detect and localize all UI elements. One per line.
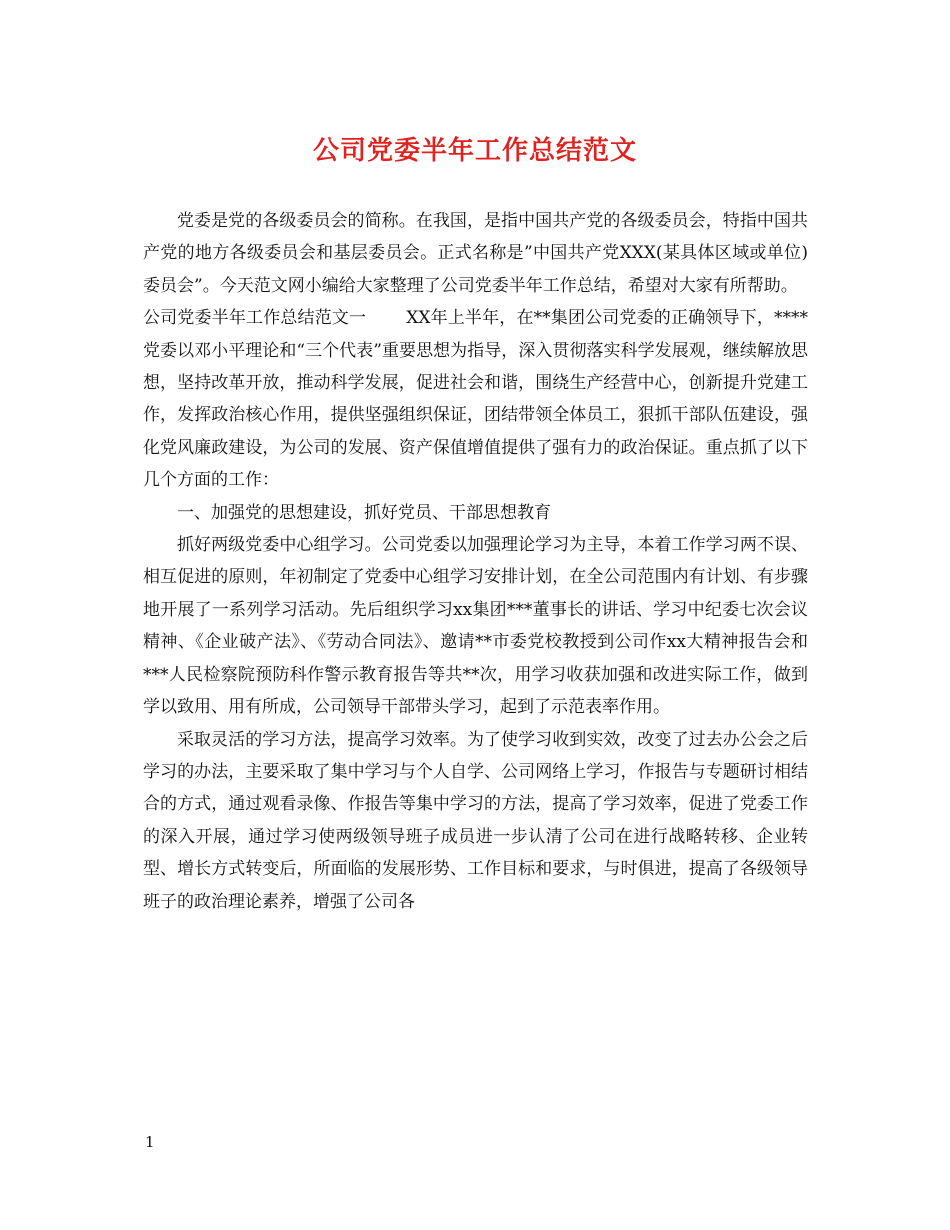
document-title: 公司党委半年工作总结范文: [312, 136, 637, 166]
document-body: [143, 205, 808, 918]
body-paragraph-1: 抓好两级党委中心组学习。公司党委以加强理论学习为主导，本着工作学习两不误、相互促进的原则，年初制定了党委中心组学习安排计划，在全公司范围内有计划、有步骤地开展了一系列学习活动。先后组织学习xx集团***董事长的讲话、学习中纪委七次会议精神、《企业破产法》、《劳动合同法》、邀请**市委党校教授到公司作xx大精神报告会和***人民检察院预防科作警示教育报告等共**次，用学习收获加强和改进实际工作，做到学以致用、用有所成，公司领导干部带头学习，起到了示范表率作用。: [143, 535, 808, 718]
section-body: XX年上半年，在**集团公司党委的正确领导下，****党委以邓小平理论和“三个代表”重要思想为指导，深入贯彻落实科学发展观，继续解放思想，坚持改革开放，推动科学发展，促进社会和谐，围绕生产经营中心，创新提升党建工作，发挥政治核心作用，提供坚强组织保证，团结带领全体员工，狠抓干部队伍建设，强化党风廉政建设，为公司的发展、资产保值增值提供了强有力的政治保证。重点抓了以下几个方面的工作：: [143, 308, 808, 491]
section-label: 公司党委半年工作总结范文一: [143, 308, 367, 329]
intro-paragraph: 党委是党的各级委员会的简称。在我国，是指中国共产党的各级委员会，特指中国共产党的地方各级委员会和基层委员会。正式名称是”中国共产党XXX(某具体区域或单位)委员会”。今天范文网小编给大家整理了公司党委半年工作总结，希望对大家有所帮助。: [143, 211, 808, 296]
section-paragraph: [143, 302, 808, 496]
section-heading: 一、加强党的思想建设，抓好党员、干部思想教育: [177, 502, 551, 523]
body-paragraph-2: 采取灵活的学习方法，提高学习效率。为了使学习收到实效，改变了过去办公会之后学习的办法，主要采取了集中学习与个人自学、公司网络上学习，作报告与专题研讨相结合的方式，通过观看录像、作报告等集中学习的方法，提高了学习效率，促进了党委工作的深入开展，通过学习使两级领导班子成员进一步认清了公司在进行战略转移、企业转型、增长方式转变后，所面临的发展形势、工作目标和要求，与时俱进，提高了各级领导班子的政治理论素养，增强了公司各: [143, 729, 808, 912]
page-number: 1: [145, 1133, 155, 1151]
